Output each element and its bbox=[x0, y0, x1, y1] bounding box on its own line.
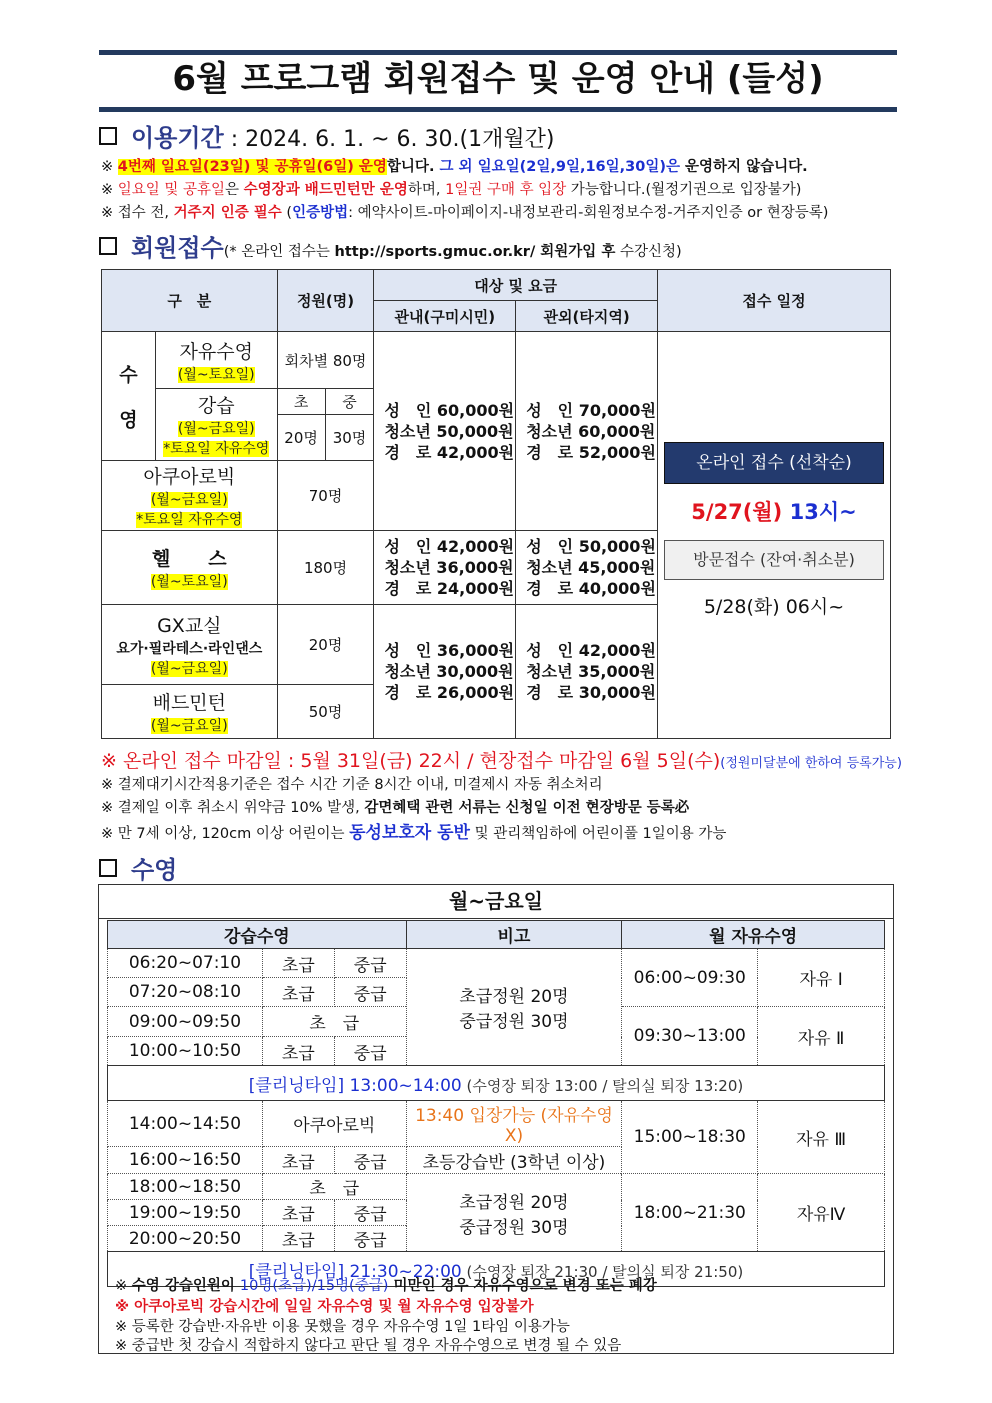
health-name: 헬 스 bbox=[151, 548, 227, 570]
cleaning-time-1 bbox=[108, 1066, 885, 1101]
swim-section bbox=[99, 850, 177, 885]
note-red: ※ 온라인 접수 마감일 : 5월 31일(금) 22시 / 현장접수 마감일 6월 5일(수) bbox=[101, 750, 721, 772]
free-name: 자유 Ⅲ bbox=[758, 1101, 885, 1174]
health-fees-inside bbox=[374, 531, 516, 605]
free-time: 18:00~21:30 bbox=[622, 1174, 758, 1252]
fee-adult: 성 인 70,000원 bbox=[526, 400, 656, 420]
lesson-intermediate: 중 bbox=[325, 389, 374, 415]
aqua-name: 아쿠아로빅 bbox=[143, 466, 236, 488]
note-text: ※ 만 7세 이상, 120cm 이상 어린이는 bbox=[101, 826, 350, 842]
health-cell bbox=[102, 531, 278, 605]
free-time: 09:30~13:00 bbox=[622, 1007, 758, 1066]
header-category: 구 분 bbox=[102, 270, 278, 332]
level-beginner: 초급 bbox=[262, 1147, 334, 1174]
fee-senior: 경 로 42,000원 bbox=[384, 442, 515, 462]
capacity-intermediate: 중급정원 30명 bbox=[459, 1217, 569, 1238]
lesson-cap-beginner: 20명 bbox=[277, 415, 325, 461]
free-swim-name: 자유수영 bbox=[179, 340, 253, 363]
checkbox-icon bbox=[99, 237, 117, 255]
fee-youth: 청소년 36,000원 bbox=[384, 558, 514, 577]
note-text: 운영하지 않습니다. bbox=[679, 159, 808, 175]
lesson-time: 06:20~07:10 bbox=[108, 949, 263, 978]
health-capacity: 180명 bbox=[277, 531, 374, 605]
note-bold: 미만인 경우 자유수영으로 변경 또는 폐강 bbox=[388, 1278, 657, 1294]
level-intermediate: 중급 bbox=[334, 1037, 406, 1066]
note-highlight: 4번째 일요일(23일) 및 공휴일(6일) 운영 bbox=[117, 159, 387, 175]
swim-label bbox=[102, 332, 156, 461]
free-swim-days: (월~토요일) bbox=[177, 366, 255, 383]
swim-fees-outside bbox=[516, 332, 658, 531]
lesson-extra: *토요일 자유수영 bbox=[163, 441, 270, 457]
swim-note-1 bbox=[115, 1274, 657, 1295]
note-operation bbox=[101, 155, 808, 176]
badminton-name: 배드민턴 bbox=[152, 692, 227, 714]
visit-date: 5/28(화) 06시~ bbox=[703, 596, 845, 618]
fee-youth: 청소년 45,000원 bbox=[526, 558, 656, 577]
note-payment bbox=[101, 773, 603, 794]
header-monthly: 월 자유수영 bbox=[622, 921, 885, 949]
note-blue: 그 외 일요일(2일,9일,16일,30일)은 bbox=[439, 159, 680, 175]
lesson-time: 07:20~08:10 bbox=[108, 978, 263, 1007]
fee-adult: 성 인 42,000원 bbox=[526, 641, 656, 660]
fee-adult: 성 인 50,000원 bbox=[526, 537, 656, 556]
header-target: 대상 및 요금 bbox=[374, 270, 658, 301]
note-red: 1일권 구매 후 입장 bbox=[445, 182, 567, 198]
lesson-days: (월~금요일) bbox=[177, 421, 255, 437]
online-time: 13시~ bbox=[789, 500, 857, 524]
free-swim-capacity: 회차별 80명 bbox=[277, 332, 374, 389]
gx-days: (월~금요일) bbox=[150, 661, 228, 677]
header-lesson: 강습수영 bbox=[108, 921, 407, 949]
free-name: 자유Ⅳ bbox=[758, 1174, 885, 1252]
schedule-cell bbox=[658, 332, 891, 739]
note-text: : 예약사이트-마이페이지-내정보관리-회원정보수정-거주지인증 or 현장등록) bbox=[348, 205, 829, 221]
aqua-capacity: 70명 bbox=[277, 461, 374, 531]
mark: ※ bbox=[101, 159, 118, 175]
note-blue: 10명(초급)/15명(중급) bbox=[239, 1278, 389, 1294]
gx-fees-inside bbox=[374, 605, 516, 739]
fee-youth: 청소년 50,000원 bbox=[384, 421, 514, 441]
level-beginner: 초급 bbox=[262, 978, 334, 1007]
lesson-cell bbox=[155, 389, 277, 461]
gx-name: GX교실 bbox=[157, 615, 222, 637]
cleaning-detail: (수영장 퇴장 21:30 / 탈의실 퇴장 21:50) bbox=[461, 1262, 744, 1281]
note-text: ※ 결제대기시간적용기준은 접수 시간 기준 8시간 이내, 미결제시 자동 취소처리 bbox=[101, 777, 603, 793]
note-blue: 인증방법 bbox=[292, 205, 349, 221]
aqua-cell bbox=[102, 461, 278, 531]
capacity-intermediate: 중급정원 30명 bbox=[459, 1012, 569, 1032]
mark: ※ bbox=[101, 182, 118, 198]
fee-table bbox=[101, 269, 891, 739]
level-beginner: 초급 bbox=[262, 949, 334, 978]
period-section bbox=[99, 118, 554, 153]
note-text: 가능합니다.(월정기권으로 입장불가) bbox=[566, 182, 802, 198]
gx-capacity: 20명 bbox=[277, 605, 374, 685]
cleaning-time: [클리닝타임] 21:30~22:00 bbox=[248, 1261, 462, 1282]
mark: ※ bbox=[101, 205, 118, 221]
note-cancel bbox=[101, 796, 689, 817]
level-intermediate: 중급 bbox=[334, 949, 406, 978]
note-text: 은 bbox=[225, 182, 244, 198]
fee-senior: 경 로 24,000원 bbox=[384, 579, 515, 598]
badminton-days: (월~금요일) bbox=[150, 718, 228, 734]
page-title: 6월 프로그램 회원접수 및 운영 안내 (들성) bbox=[99, 50, 897, 112]
aqua-note: 13:40 입장가능 (자유수영X) bbox=[406, 1101, 622, 1147]
level-intermediate: 중급 bbox=[334, 1147, 406, 1174]
gx-cell bbox=[102, 605, 278, 685]
period-heading: 이용기간 bbox=[131, 124, 224, 152]
period-value: : 2024. 6. 1. ~ 6. 30.(1개월간) bbox=[223, 127, 555, 152]
lesson-time: 20:00~20:50 bbox=[108, 1226, 263, 1252]
free-time: 15:00~18:30 bbox=[622, 1101, 758, 1174]
fee-youth: 청소년 60,000원 bbox=[526, 421, 656, 441]
lesson-time: 16:00~16:50 bbox=[108, 1147, 263, 1174]
gx-fees-outside bbox=[516, 605, 658, 739]
free-time: 06:00~09:30 bbox=[622, 949, 758, 1007]
membership-note: 수강신청) bbox=[615, 244, 682, 260]
lesson-time: 10:00~10:50 bbox=[108, 1037, 263, 1066]
swim-note-3: ※ 등록한 강습반·자유반 이용 못했을 경우 자유수영 1일 1타임 이용가능 bbox=[115, 1319, 570, 1335]
swim-table bbox=[107, 920, 885, 1287]
swim-fees-inside bbox=[374, 332, 516, 531]
note-red: 수영장과 배드민턴만 운영 bbox=[243, 182, 408, 198]
swim-heading: 수영 bbox=[131, 856, 178, 884]
note-text: 접수 전, bbox=[117, 205, 174, 221]
fee-senior: 경 로 30,000원 bbox=[526, 683, 656, 702]
level-intermediate: 중급 bbox=[334, 1226, 406, 1252]
level-beginner: 초급 bbox=[262, 1226, 334, 1252]
lesson-beginner: 초 bbox=[277, 389, 325, 415]
level-beginner: 초급 bbox=[262, 1200, 334, 1226]
aqua-days: (월~금요일) bbox=[150, 492, 228, 508]
checkbox-icon bbox=[99, 859, 117, 877]
badminton-cell bbox=[102, 685, 278, 739]
header-remark: 비고 bbox=[406, 921, 622, 949]
note-text: 하며, bbox=[407, 182, 446, 198]
fee-youth: 청소년 35,000원 bbox=[526, 662, 656, 681]
level-beginner: 초급 bbox=[262, 1037, 334, 1066]
online-date: 5/27(월) bbox=[691, 500, 783, 524]
note-holiday bbox=[101, 178, 801, 199]
badminton-capacity: 50명 bbox=[277, 685, 374, 739]
swim-note-2: ※ 아쿠아로빅 강습시간에 일일 자유수영 및 월 자유수영 입장불가 bbox=[115, 1299, 534, 1315]
note-red: 거주지 인증 필수 bbox=[173, 205, 282, 221]
free-swim-cell bbox=[155, 332, 277, 389]
capacity-note bbox=[406, 949, 622, 1066]
aqua-extra: *토요일 자유수영 bbox=[136, 512, 243, 528]
health-days: (월~토요일) bbox=[150, 574, 228, 590]
free-name: 자유 Ⅰ bbox=[758, 949, 885, 1007]
membership-heading: 회원접수 bbox=[131, 234, 224, 262]
kids-class: 초등강습반 (3학년 이상) bbox=[406, 1147, 622, 1174]
note-deadline bbox=[101, 746, 902, 773]
note-blue: (정원미달분에 한하여 등록가능) bbox=[720, 756, 902, 771]
header-inside: 관내(구미시민) bbox=[374, 301, 516, 332]
level-intermediate: 중급 bbox=[334, 978, 406, 1007]
lesson-cap-intermediate: 30명 bbox=[325, 415, 374, 461]
header-schedule: 접수 일정 bbox=[658, 270, 891, 332]
visit-registration-button[interactable]: 방문접수 (잔여·취소분) bbox=[664, 540, 884, 580]
checkbox-icon bbox=[99, 127, 117, 145]
fee-senior: 경 로 26,000원 bbox=[384, 683, 515, 702]
note-residence bbox=[101, 201, 828, 222]
lesson-time: 19:00~19:50 bbox=[108, 1200, 263, 1226]
free-name: 자유 Ⅱ bbox=[758, 1007, 885, 1066]
note-text: 합니다. bbox=[386, 159, 440, 175]
note-bold: 감면혜택 관련 서류는 신청일 이전 현장방문 등록必 bbox=[364, 800, 690, 816]
fee-adult: 성 인 60,000원 bbox=[384, 400, 515, 420]
header-capacity: 정원(명) bbox=[277, 270, 374, 332]
note-text: 및 관리책임하에 어린이풀 1일이용 가능 bbox=[469, 826, 727, 842]
gx-desc: 요가·필라테스·라인댄스 bbox=[116, 641, 263, 657]
header-outside: 관외(타지역) bbox=[516, 301, 658, 332]
health-fees-outside bbox=[516, 531, 658, 605]
lesson-name: 강습 bbox=[197, 395, 235, 417]
swim-note-4: ※ 중급반 첫 강습시 적합하지 않다고 판단 될 경우 자유수영으로 변경 될 수 있음 bbox=[115, 1338, 622, 1354]
capacity-note bbox=[406, 1174, 622, 1252]
level-beginner: 초 급 bbox=[262, 1007, 406, 1037]
fee-youth: 청소년 30,000원 bbox=[384, 662, 514, 681]
note-text: ( bbox=[281, 205, 293, 221]
lesson-time: 18:00~18:50 bbox=[108, 1174, 263, 1200]
cleaning-time: [클리닝타임] 13:00~14:00 bbox=[248, 1075, 462, 1096]
note-red: 일요일 및 공휴일 bbox=[117, 182, 226, 198]
capacity-beginner: 초급정원 20명 bbox=[459, 987, 569, 1007]
level-beginner: 초 급 bbox=[262, 1174, 406, 1200]
online-registration-button[interactable]: 온라인 접수 (선착순) bbox=[664, 442, 884, 484]
aqua-lesson: 아쿠아로빅 bbox=[262, 1101, 406, 1147]
lesson-time: 14:00~14:50 bbox=[108, 1101, 263, 1147]
swim-label-1: 수 bbox=[119, 364, 138, 386]
fee-adult: 성 인 36,000원 bbox=[384, 641, 515, 660]
capacity-beginner: 초급정원 20명 bbox=[459, 1192, 569, 1213]
swim-days-title: 월~금요일 bbox=[99, 885, 893, 919]
cleaning-detail: (수영장 퇴장 13:00 / 탈의실 퇴장 13:20) bbox=[461, 1076, 744, 1095]
note-text: ※ 결제일 이후 취소시 위약금 10% 발생, bbox=[101, 800, 365, 816]
lesson-time: 09:00~09:50 bbox=[108, 1007, 263, 1037]
level-intermediate: 중급 bbox=[334, 1200, 406, 1226]
note-blue: 동성보호자 동반 bbox=[349, 823, 470, 843]
membership-url[interactable]: http://sports.gmuc.or.kr/ 회원가입 후 bbox=[334, 244, 616, 260]
fee-senior: 경 로 40,000원 bbox=[526, 579, 656, 598]
mark: ※ bbox=[115, 1278, 132, 1294]
fee-adult: 성 인 42,000원 bbox=[384, 537, 515, 556]
note-bold: 수영 강습인원이 bbox=[131, 1278, 240, 1294]
membership-note: (* 온라인 접수는 bbox=[223, 244, 335, 260]
note-children bbox=[101, 818, 726, 843]
membership-section bbox=[99, 228, 682, 263]
fee-senior: 경 로 52,000원 bbox=[526, 442, 656, 462]
swim-label-2: 영 bbox=[119, 409, 138, 431]
